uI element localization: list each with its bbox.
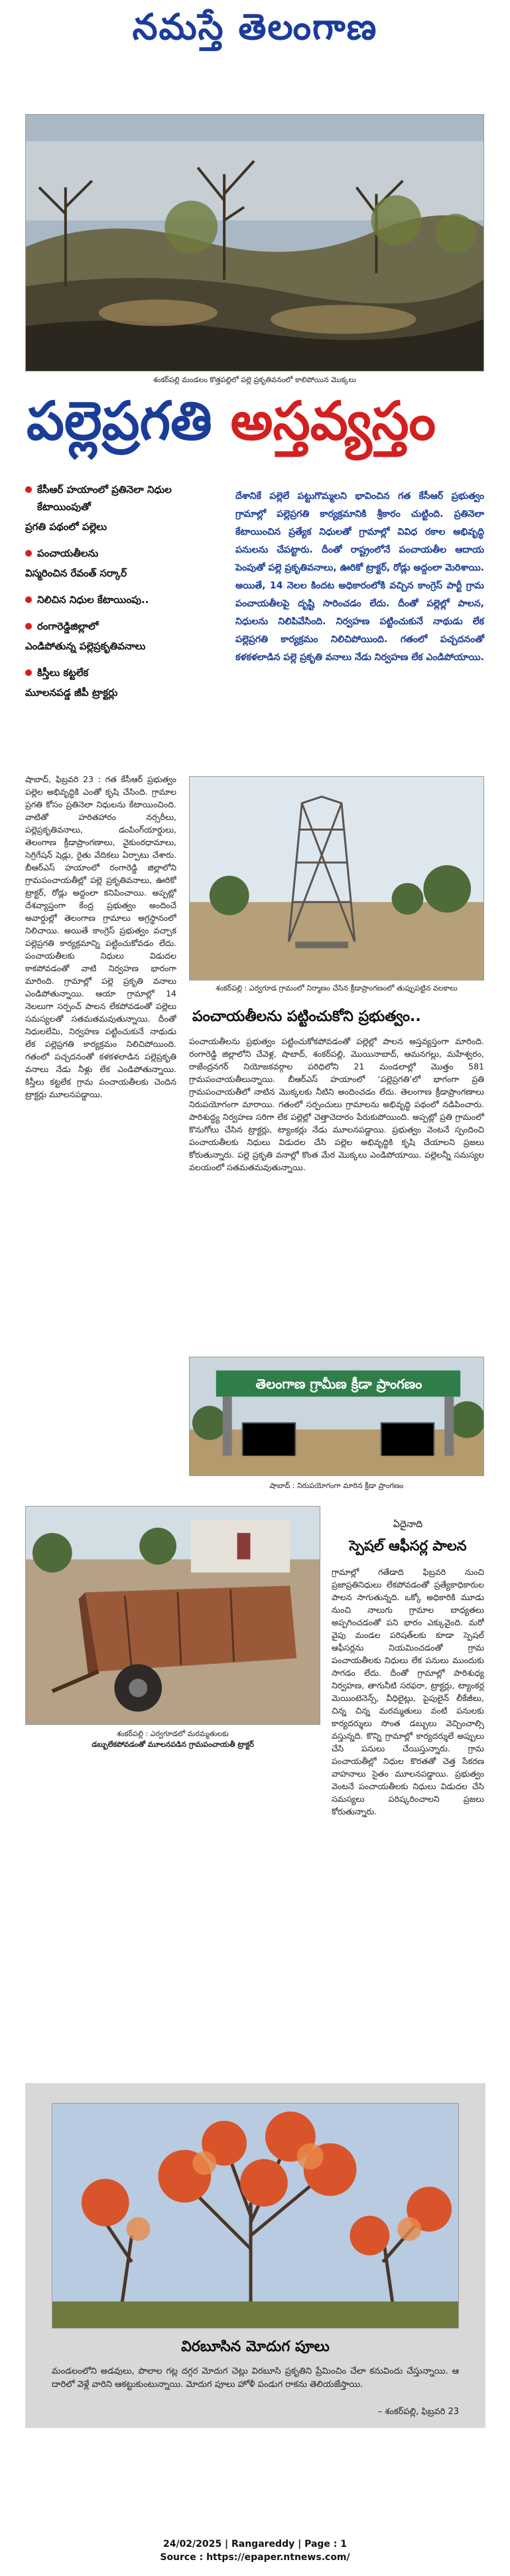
section3-text: గ్రామాల్లో గతేడాది ఫిబ్రవరి నుంచి ప్రజాప్రతినిధులు లేకపోవడంతో ప్రత్యేకాధికారుల పాలన సాగుతున్నది. ఒక్కో అధికారికి మూడు నుంచి నాలుగు గ్రామాల బాధ్యతలు అప్పగించడంతో పని భారం ఎక్కువైంది. మరో వైపు మండల పరిషత్‌లకు కూడా స్పెషల్ ఆఫీసర్లను నియమించడంతో గ్రామ పంచాయతీలకు నిధులు లేక పనులు ముందుకు సాగడం లేదు. దీంతో గ్రామాల్లో పారిశుధ్య నిర్వహణ, తాగునీటి సరఫరా, ట్రాక్టర్లు, ట్యాంకర్ల మెయింటెనెన్స్, వీధిలైట్లు, పైపులైన్ లీకేజీలు, చిన్న చిన్న మరమ్మతులు వంటి పనులకు కార్యదర్శులు సొంత డబ్బులు వెచ్చించాల్సి వస్తున్నది. కొన్ని గ్రామాల్లో కార్యదర్శులే అప్పులు చేసి పనులు చేయిస్తున్నారు. గ్రామ పంచాయతీల్లో నిధుల కొరతతో చెత్త సేకరణ వాహనాలు సైతం మూలనపడ్డాయి. ప్రభుత్వం వెంటనే పంచాయతీలకు నిధులు విడుదల చేసి సమస్యలు పరిష్కరించాలని ప్రజలు కోరుతున్నారు. bbox=[332, 1567, 484, 1816]
photo4-caption-line1: శంకర్‌పల్లి : ఎర్వగూడలో మరమ్మతులకు bbox=[117, 1729, 229, 1738]
photo3-caption: షాబాద్ : నిరుపయోగంగా మారిన క్రీడా ప్రాంగణం bbox=[269, 1481, 404, 1490]
bullet-icon bbox=[25, 596, 32, 603]
burnt-forest-image bbox=[26, 115, 483, 371]
newspaper-name: నమస్తే తెలంగాణ bbox=[132, 5, 378, 48]
section3-title: స్పెషల్ ఆఫీసర్ల పాలన bbox=[349, 1538, 467, 1554]
photo-tractor bbox=[25, 1506, 320, 1725]
highlight-item: ప్రగతి పథంలో పల్లెలు bbox=[25, 521, 107, 533]
footer-date-page: 24/02/2025 | Rangareddy | Page : 1 bbox=[162, 2539, 348, 2549]
section3-kicker: ఏదైనాది bbox=[393, 1519, 423, 1530]
highlight-item: పంచాయతీలను bbox=[25, 545, 211, 562]
box-credit: – శంకర్‌పల్లి, ఫిబ్రవరి 23 bbox=[377, 2407, 459, 2417]
top-photo bbox=[25, 114, 484, 372]
highlight-item: నిలిచిన నిధుల కేటాయింపు.. bbox=[25, 591, 211, 608]
section2-title: పంచాయతీలను పట్టించుకోని ప్రభుత్వం.. bbox=[192, 1008, 421, 1025]
photo-sports-arch bbox=[189, 1357, 484, 1476]
page-footer bbox=[0, 2538, 510, 2564]
bullet-icon bbox=[25, 486, 32, 493]
footer-source: Source : https://epaper.ntnews.com/ bbox=[160, 2552, 350, 2563]
photo4-caption-line2: డబ్బులేకపోవడంతో మూలనపడిన గ్రామపంచాయతీ ట్రాక్టర్ bbox=[92, 1740, 254, 1749]
highlight-item: కిస్తీలు కట్టలేక bbox=[25, 664, 211, 681]
top-photo-caption: శంకర్‌పల్లి మండలం కొత్తపల్లిలో పల్లె ప్రకృతివనంలో కాలిపోయిన మొక్కలు bbox=[153, 375, 357, 384]
highlight-item: మూలనపడ్డ జీపీ ట్రాక్టర్లు bbox=[25, 687, 118, 699]
photo2-caption: శంకర్‌పల్లి : ఎర్వగూడ గ్రామంలో నిర్మాణం చేసిన క్రీడాప్రాంగణంలో తుప్పుపట్టిన వలకాలు bbox=[216, 984, 458, 992]
arch-sign-text: తెలంగాణ గ్రామీణ క్రీడా ప్రాంగణం bbox=[255, 1376, 422, 1392]
sports-ground-image bbox=[190, 777, 483, 980]
highlights-list bbox=[25, 481, 211, 711]
box-text: మండలంలోని అడవులు, పొలాల గట్ల దగ్గర మోదుగ చెట్లు విరబూసి ప్రకృతిని ప్రేమించిం చేలా కనువిందు చేస్తున్నాయి. ఆ దారిలో వెళ్లే వారిని ఆకట్టుకుంటున్నాయి. మోదుగ పూలు హోళీ పండుగ రాకను తెలియజేస్తాయి. bbox=[52, 2366, 459, 2390]
bullet-icon bbox=[25, 669, 32, 676]
main-headline bbox=[27, 385, 491, 458]
highlight-item: విస్మరించిన రేవంత్ సర్కార్ bbox=[25, 567, 127, 579]
highlight-item: రంగారెడ్డిజిల్లాలో bbox=[25, 618, 211, 635]
lead-summary: దేశానికే పల్లెలే పట్టుగొమ్మలని భావించిన గత కేసీఆర్ ప్రభుత్వం గ్రామాల్లో పల్లెప్రగతి కార్యక్రమానికి శ్రీకారం చుట్టింది. ప్రతినెలా కేటాయించిన ప్రత్యేక నిధులతో గ్రామాల్లో వివిధ రకాల అభివృద్ధి పనులను చేపట్టారు. దీంతో రాష్ట్రంలోనే పంచాయతీల ఆదాయ పెంపుతో పల్లె ప్రకృతివనాలు, ఊరికో ట్రాక్టర్, రోడ్లు అద్దంలా మెరిశాయి. అయితే, 14 నెలల కిందట అధికారంలోకి వచ్చిన కాంగ్రెస్ పార్టీ గ్రామ పంచాయతీలపై దృష్టి సారించడం లేదు. దీంతో పల్లెల్లో పాలన, నిధులను నిలిపివేసింది. నిర్వహణ పట్టించుకునే నాథుడు లేక పల్లెప్రగతి కార్యక్రమం నిలిచిపోయింది. గతంలో పచ్చదనంతో కళకళలాడిన పల్లె ప్రకృతి వనాలు నేడు నిర్వహణ లేక ఎండిపోయాయి. bbox=[235, 491, 485, 663]
headline-part2: అస్తవ్యస్తం bbox=[212, 390, 436, 452]
tractor-trolley-image bbox=[26, 1507, 320, 1724]
bullet-icon bbox=[25, 550, 32, 557]
flower-photo bbox=[52, 2103, 459, 2329]
section2-text: పంచాయతీలను ప్రభుత్వం పట్టించుకోకపోవడంతో పల్లెల్లో పాలన అస్తవ్యస్తంగా మారింది. రంగారెడ్డి జిల్లాలోని చేవెళ్ల, షాబాద్, శంకర్‌పల్లి, మొయినాబాద్, ఆమనగల్లు, మహేశ్వరం, రాజేంద్రనగర్ నియోజకవర్గాల పరిధిలోని 21 మండలాల్లో మొత్తం 581 గ్రామపంచాయతీలున్నాయి. బీఆర్ఎస్ హయాంలో ‘పల్లెప్రగతి’లో భాగంగా ప్రతి గ్రామపంచాయతీలో నాటిన మొక్కలకు నీటిని అందించడం లేదు. తెలంగాణ క్రీడాప్రాంగణాలు నిరుపయోగంగా మారాయి. గతంలో సర్పంచులు గ్రామాలను అభివృద్ధి పథంలో నడిపించారు. పారిశుద్ధ్య నిర్వహణ సరిగా లేక పల్లెల్లో చెత్తాచెదారం పేరుకుపోయింది. అప్పట్లో ప్రతి గ్రామంలో కొనుగోలు చేసిన ట్రాక్టర్లు, ట్యాంకర్లు నేడు మూలనపడ్డాయి. ప్రభుత్వం వెంటనే స్పందించి పంచాయతీలకు నిధులు విడుదల చేసి పల్లెల అభివృద్ధికి కృషి చేయాలని ప్రజలు కోరుతున్నారు. పల్లె ప్రకృతి వనాల్లో కొంత మేర మొక్కలు ఎండిపోయాయి. పల్లెలన్నీ సమస్యల వలయంలో సతమతమవుతున్నాయి. bbox=[189, 1036, 484, 1172]
bullet-icon bbox=[25, 623, 32, 630]
flower-story-box bbox=[25, 2083, 485, 2428]
column1-text: షాబాద్, ఫిబ్రవరి 23 : గత కేసీఆర్ ప్రభుత్వం పల్లెల అభివృద్ధికి ఎంతో కృషి చేసింది. గ్రామాల ప్రగతి కోసం ప్రతినెలా నిధులను కేటాయించింది. వాటితో హరితహారం నర్సరీలు, పల్లెప్రకృతివనాలు, డంపింగ్‌యార్డులు, తెలంగాణ క్రీడాప్రాంగణాలు, వైకుంఠధామాలు, సెగ్రిగేషన్ షెడ్లు, రైతు వేదికలు ఏర్పాటు చేశారు. బీఆర్ఎస్ హయాంలో రంగారెడ్డి జిల్లాలోని గ్రామపంచాయతీల్లో పల్లె ప్రకృతివనాలు, ఊరికో ట్రాక్టర్, రోడ్లు అద్దంలా కనిపించాయి. అప్పట్లో దేశవ్యాప్తంగా కేంద్ర ప్రభుత్వం అందించే అవార్డుల్లో తెలంగాణ గ్రామాలు అగ్రస్థానంలో నిలిచాయి. అయితే కాంగ్రెస్ ప్రభుత్వం వచ్చాక పల్లెప్రగతి కార్యక్రమాన్ని పట్టించుకోవడం లేదు. పంచాయతీలకు నిధులు విడుదల కాకపోవడంతో వాటి నిర్వహణ భారంగా మారింది. గ్రామాల్లో పల్లె ప్రకృతి వనాలు ఎండిపోతున్నాయి. ఆయా గ్రామాల్లో 14 నెలలుగా సర్పంచ్ పాలన లేకపోవడంతో పల్లెలు సమస్యలతో సతమతమవుతున్నాయి. దీంతో నిధులలేమి, నిర్వహణ పట్టించుకునే నాథుడు లేక పల్లెప్రగతి కార్యక్రమం నిలిచిపోయింది. గతంలో పచ్చదనంతో కళకళలాడిన పల్లెప్రకృతి వనాలు నేడు నీళ్లు లేక ఎండిపోతున్నాయి. కిస్తీలు కట్టలేక గ్రామ పంచాయతీలకు చెందిన ట్రాక్టర్లు మూలనపడ్డాయి. bbox=[25, 774, 176, 1099]
highlight-item: కేసీఆర్ హయాంలో ప్రతినెలా నిధుల కేటాయింపుతో bbox=[25, 481, 211, 515]
photo-sports-ground bbox=[189, 776, 484, 981]
box-title: విరబూసిన మోదుగ పూలు bbox=[181, 2339, 330, 2355]
headline-part1: పల్లెప్రగతి bbox=[27, 390, 212, 452]
masthead bbox=[0, 0, 510, 100]
flame-of-forest-image bbox=[52, 2104, 458, 2328]
highlight-item: ఎండిపోతున్న పల్లెప్రకృతివనాలు bbox=[25, 640, 146, 652]
